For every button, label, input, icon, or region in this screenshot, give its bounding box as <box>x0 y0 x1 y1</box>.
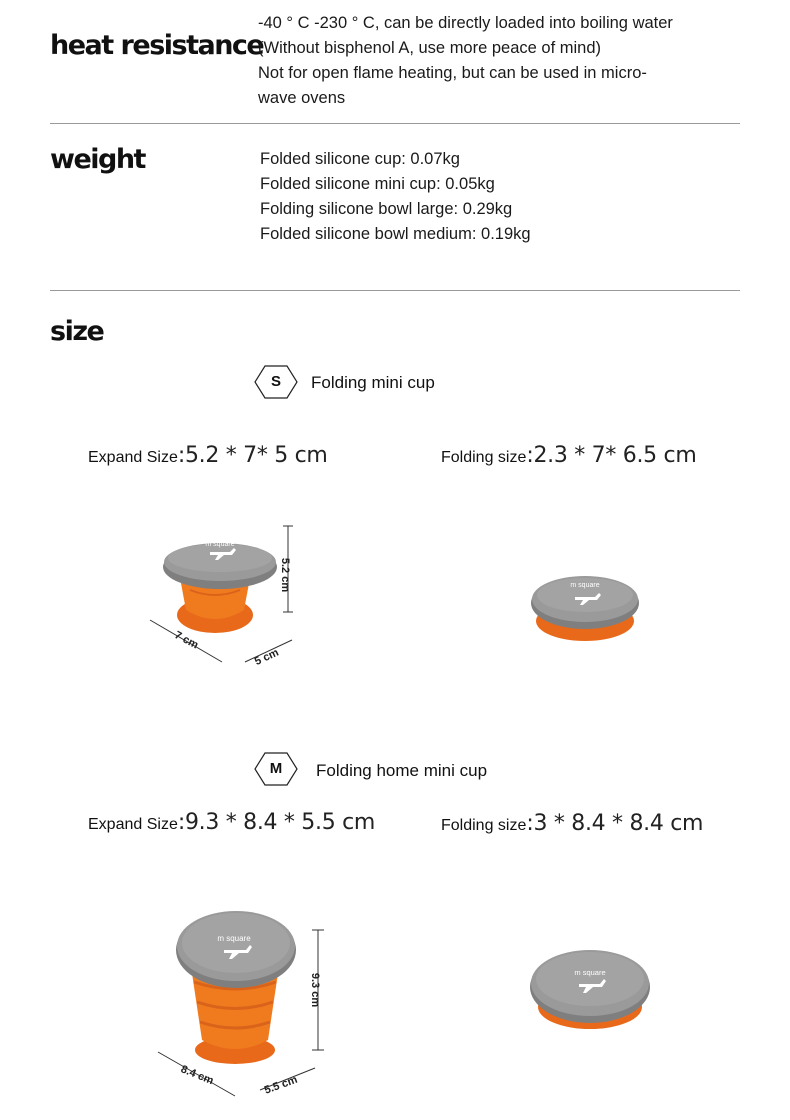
divider <box>50 123 740 124</box>
size-badge-s <box>254 365 298 399</box>
product-name: Folding mini cup <box>311 373 435 392</box>
expand-size-label: Expand Size <box>88 449 178 466</box>
heat-resistance-text <box>258 11 673 111</box>
dim-depth: 5 cm <box>252 646 281 669</box>
brand-label: m square <box>574 968 606 977</box>
dim-height: 9.3 cm <box>309 972 321 1008</box>
expand-size-value: :9.3 * 8.4 * 5.5 cm <box>177 810 376 835</box>
heat-resistance-heading: heat resistance <box>50 30 264 61</box>
product-name: Folding home mini cup <box>316 761 488 780</box>
dim-width: 7 cm <box>172 629 201 652</box>
heat-line: wave ovens <box>258 89 346 107</box>
folding-size-value: :3 * 8.4 * 8.4 cm <box>526 811 704 836</box>
badge-letter: S <box>270 373 281 390</box>
heat-line: Not for open flame heating, but can be used in micro- <box>258 64 647 82</box>
heat-line: (Without bisphenol A, use more peace of mind) <box>258 39 602 57</box>
dim-width: 8.4 cm <box>178 1063 216 1088</box>
weight-line: Folded silicone bowl medium: 0.19kg <box>260 225 531 243</box>
expand-size <box>88 443 328 468</box>
badge-letter: M <box>269 760 283 777</box>
size-badge-m <box>254 752 298 786</box>
expanded-cup-image <box>140 900 350 1105</box>
folding-size-label: Folding size <box>441 817 527 834</box>
folding-size <box>441 811 703 836</box>
weight-heading: weight <box>50 144 145 175</box>
brand-label: m square <box>205 541 235 548</box>
heat-line: -40 ° C -230 ° C, can be directly loaded into boiling water <box>258 14 673 32</box>
dim-height: 5.2 cm <box>279 557 291 593</box>
brand-label: m square <box>217 934 251 943</box>
expand-size-label: Expand Size <box>88 816 178 833</box>
weight-line: Folded silicone cup: 0.07kg <box>260 150 460 168</box>
folded-cup-image <box>520 935 660 1045</box>
folding-size <box>441 443 696 468</box>
brand-label: m square <box>570 582 600 589</box>
expanded-cup-image <box>130 500 330 680</box>
divider <box>50 290 740 291</box>
weight-line: Folded silicone mini cup: 0.05kg <box>260 175 495 193</box>
expand-size-value: :5.2 * 7* 5 cm <box>177 443 328 468</box>
folding-size-value: :2.3 * 7* 6.5 cm <box>526 443 697 468</box>
folded-cup-image <box>520 555 650 655</box>
dim-depth: 5.5 cm <box>262 1073 300 1097</box>
weight-line: Folding silicone bowl large: 0.29kg <box>260 200 513 218</box>
expand-size <box>88 810 375 835</box>
folding-size-label: Folding size <box>441 449 527 466</box>
weight-list <box>260 147 531 247</box>
size-heading: size <box>50 316 104 347</box>
